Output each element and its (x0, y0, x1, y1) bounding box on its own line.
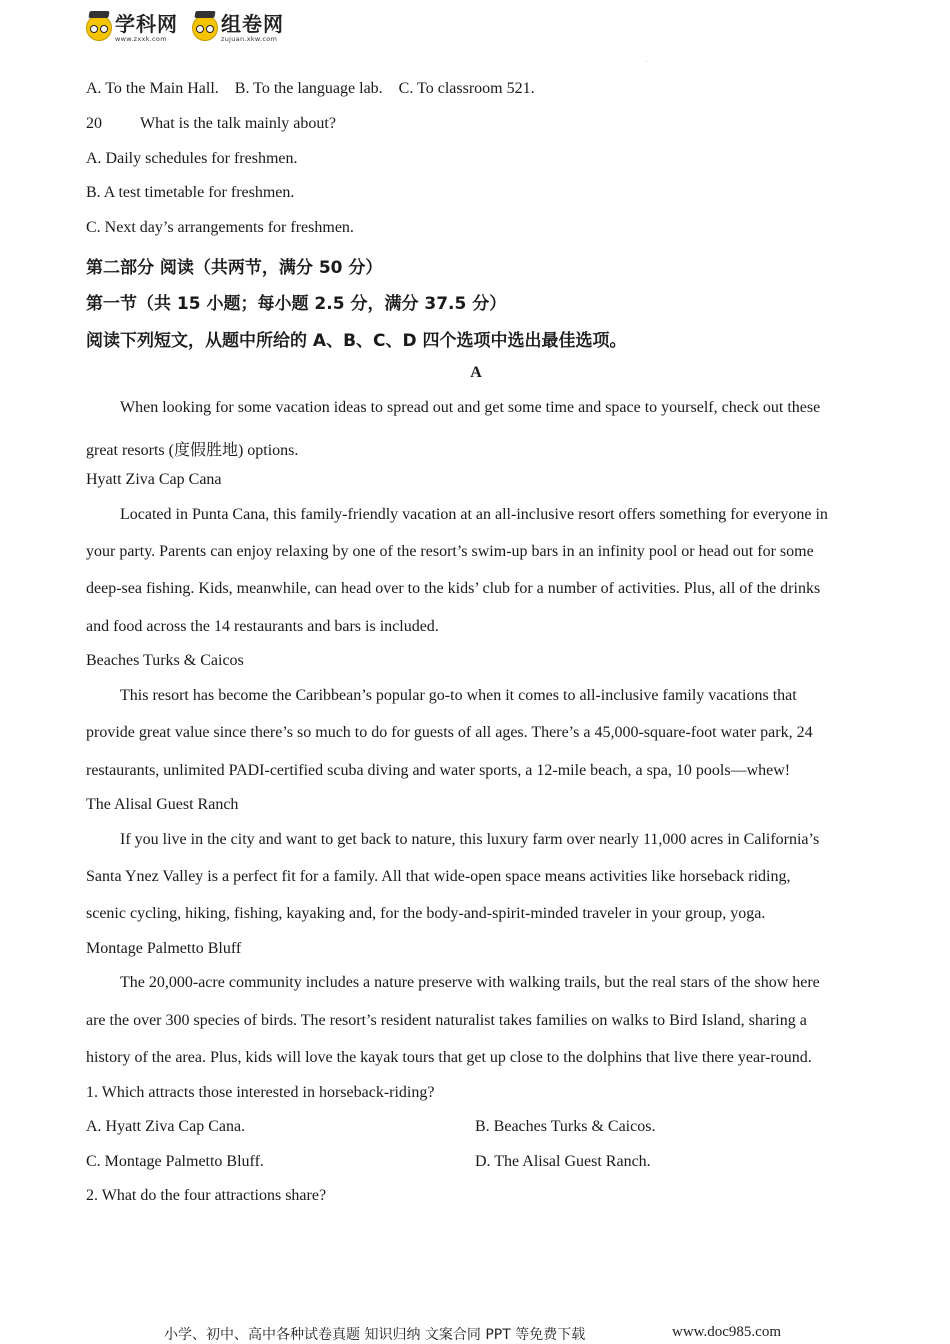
para3-line-2: Santa Ynez Valley is a perfect fit for a family. All that wide-open space means activities like horseback riding, (86, 868, 791, 885)
para1-line-1: Located in Punta Cana, this family-friendly vacation at an all-inclusive resort offers something for everyone in (120, 506, 828, 523)
instruction: 阅读下列短文，从题中所给的 A、B、C、D 四个选项中选出最佳选项。 (86, 331, 627, 351)
page-mark: . (646, 58, 648, 64)
q20-number: 20 (86, 115, 102, 132)
resort-heading-3: The Alisal Guest Ranch (86, 796, 239, 813)
q1-option-a: A. Hyatt Ziva Cap Cana. (86, 1118, 246, 1135)
para4-line-2: are the over 300 species of birds. The resort’s resident naturalist takes families on walks to Bird Island, sharing a (86, 1012, 807, 1029)
mascot-icon (192, 15, 218, 41)
part2-heading: 第二部分 阅读（共两节，满分 50 分） (86, 258, 383, 278)
para1-line-3: deep-sea fishing. Kids, meanwhile, can head over to the kids’ club for a number of activities. Plus, all of the drinks (86, 580, 821, 597)
para2-line-1: This resort has become the Caribbean’s popular go-to when it comes to all-inclusive family vacations that (120, 687, 797, 704)
q20-question (86, 115, 336, 133)
mascot-icon (86, 15, 112, 41)
para3-line-1: If you live in the city and want to get back to nature, this luxury farm over nearly 11,000 acres in California’s (120, 831, 820, 848)
q19-options: A. To the Main Hall. B. To the language lab. C. To classroom 521. (86, 80, 535, 97)
para4-line-3: history of the area. Plus, kids will love the kayak tours that get up close to the dolphins that live there year-round. (86, 1049, 812, 1066)
passage-label: A (470, 364, 482, 381)
para4-line-1: The 20,000-acre community includes a nature preserve with walking trails, but the real stars of the show here (120, 974, 820, 991)
q20-option-b: B. A test timetable for freshmen. (86, 184, 295, 201)
intro-line-1: When looking for some vacation ideas to spread out and get some time and space to yourself, check out these (120, 399, 821, 416)
section1-heading: 第一节（共 15 小题；每小题 2.5 分，满分 37.5 分） (86, 294, 507, 314)
logo-name: 学科网 (115, 12, 178, 36)
header-logos (86, 14, 284, 43)
q20-option-c: C. Next day’s arrangements for freshmen. (86, 219, 354, 236)
resort-heading-4: Montage Palmetto Bluff (86, 940, 242, 957)
q1-option-d: D. The Alisal Guest Ranch. (475, 1153, 651, 1170)
para2-line-3: restaurants, unlimited PADI-certified scuba diving and water sports, a 12-mile beach, a spa, 10 pools—whew! (86, 762, 791, 779)
resort-heading-1: Hyatt Ziva Cap Cana (86, 471, 222, 488)
question-2: 2. What do the four attractions share? (86, 1187, 327, 1204)
q1-option-b: B. Beaches Turks & Caicos. (475, 1118, 656, 1135)
q20-text: What is the talk mainly about? (140, 115, 336, 132)
q1-option-c: C. Montage Palmetto Bluff. (86, 1153, 264, 1170)
logo-url: www.zxxk.com (115, 35, 167, 43)
logo-url: zujuan.xkw.com (221, 35, 278, 43)
para1-line-4: and food across the 14 restaurants and bars is included. (86, 618, 439, 635)
logo-name: 组卷网 (221, 12, 284, 36)
footer-link[interactable]: www.doc985.com (672, 1324, 782, 1340)
q20-option-a: A. Daily schedules for freshmen. (86, 150, 298, 167)
para3-line-3: scenic cycling, hiking, fishing, kayaking and, for the body-and-spirit-minded traveler in your group, yoga. (86, 905, 766, 922)
logo-zujuan[interactable] (192, 14, 284, 43)
resort-heading-2: Beaches Turks & Caicos (86, 652, 244, 669)
para2-line-2: provide great value since there’s so much to do for guests of all ages. There’s a 45,000-square-foot water park, 24 (86, 724, 813, 741)
question-1: 1. Which attracts those interested in horseback-riding? (86, 1084, 435, 1101)
footer-text: 小学、初中、高中各种试卷真题 知识归纳 文案合同 PPT 等免费下载 (164, 1327, 586, 1343)
intro-line-2: great resorts (度假胜地) options. (86, 442, 299, 459)
logo-zxxk[interactable] (86, 14, 178, 43)
para1-line-2: your party. Parents can enjoy relaxing by one of the resort’s swim-up bars in an infinity pool or head out for some (86, 543, 814, 560)
